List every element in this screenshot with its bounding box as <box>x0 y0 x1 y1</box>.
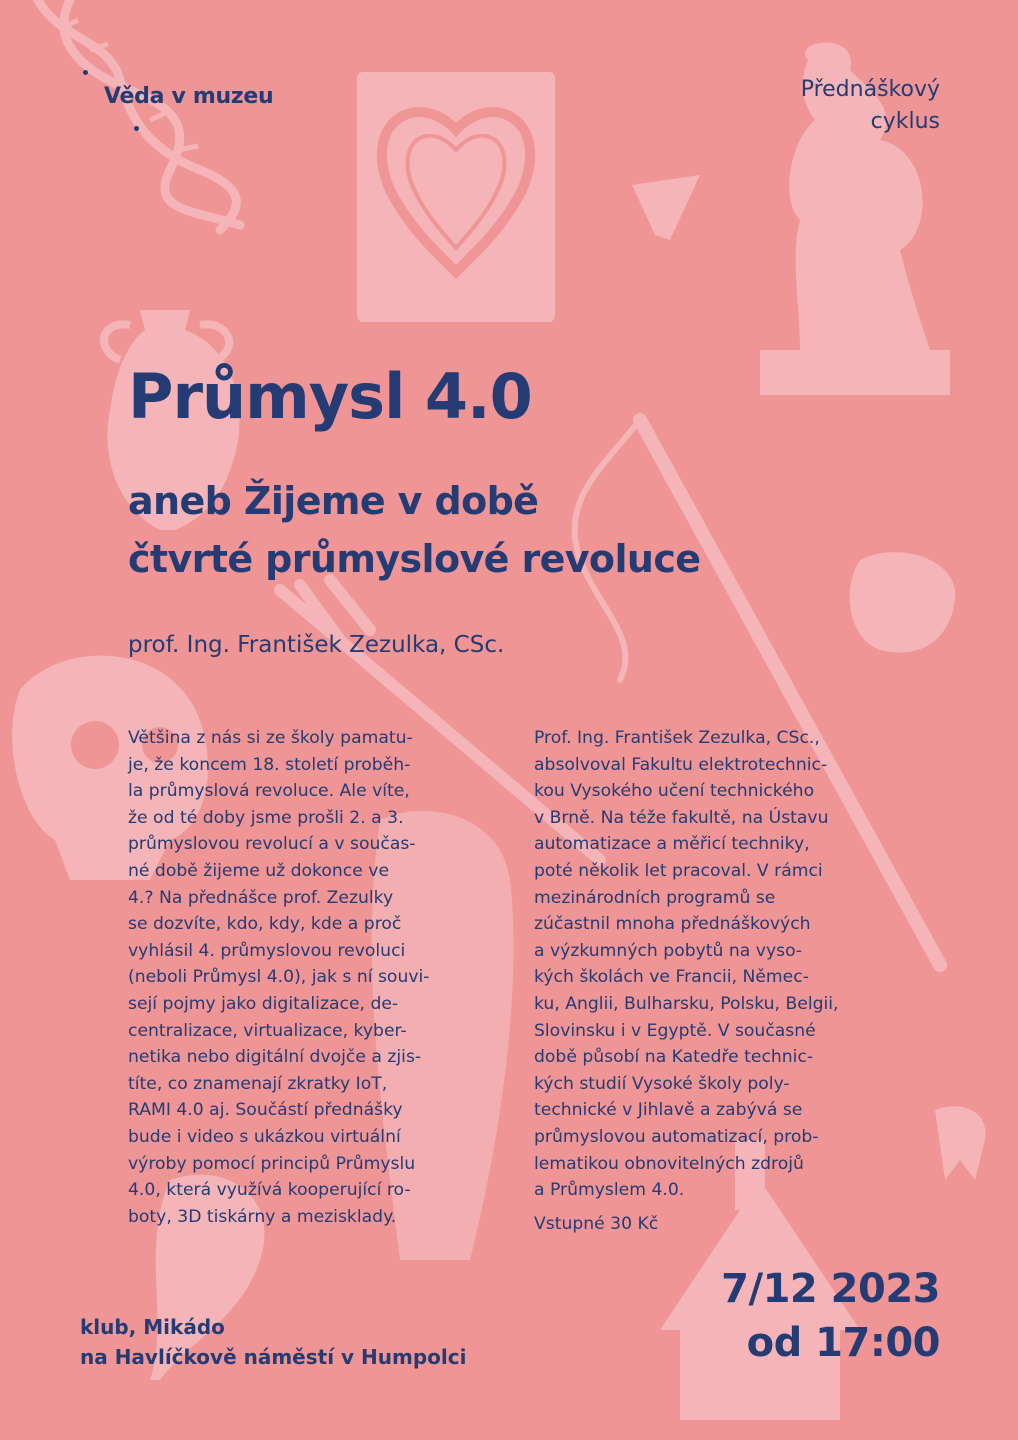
dna-helix-icon <box>38 0 240 230</box>
description-column: Většina z nás si ze školy pamatu- je, že koncem 18. století proběh- la průmyslová revoluce. Ale víte, že od té doby jsme prošli 2. a 3. průmyslovou revolucí a v součas- né době žijeme už dokonce ve 4.? Na přednášce prof. Zezulky se dozvíte, kdo, kdy, kde a proč vyhlásil 4. průmyslovou revoluci (neboli Průmysl 4.0), jak s ní souvi- sejí pojmy jako digitalizace, de- centralizace, virtualizace, kyber- netika nebo digitální dvojče a zjis- títe, co znamenají zkratky IoT, RAMI 4.0 aj. Součástí přednášky bude i video s ukázkou virtuální výroby pomocí principů Průmyslu 4.0, která využívá kooperující ro- boty, 3D tiskárny a mezisklady. <box>128 728 430 1227</box>
shard-icon <box>632 175 700 240</box>
series-label: Přednáškový cyklus <box>800 77 940 134</box>
admission-fee: Vstupné 30 Kč <box>534 1214 659 1234</box>
event-subtitle: aneb Žijeme v době čtvrté průmyslové revoluce <box>128 479 701 581</box>
heart-mould-icon <box>357 72 555 322</box>
event-title: Průmysl 4.0 <box>128 360 532 433</box>
venue-info: klub, Mikádo na Havlíčkově náměstí v Humpolci <box>80 1315 467 1369</box>
tooth-icon <box>935 1106 986 1180</box>
speaker-name: prof. Ing. František Zezulka, CSc. <box>128 632 505 658</box>
stone-icon <box>850 552 956 652</box>
brand-title: Věda v muzeu <box>104 84 274 109</box>
event-datetime: 7/12 2023 od 17:00 <box>721 1266 940 1366</box>
brand-dot-top <box>83 70 88 75</box>
speaker-bio-column: Prof. Ing. František Zezulka, CSc., absolvoval Fakultu elektrotechnic- kou Vysokého učení technického v Brně. Na téže fakultě, na Ústavu automatizace a měřicí techniky, poté několik let pracoval. V rámci mezinárodních programů se zúčastnil mnoha přednáškových a výzkumných pobytů na vyso- kých školách ve Francii, Němec- ku, Anglii, Bulharsku, Polsku, Belgii, Slovinsku i v Egyptě. V současné době působí na Katedře technic- kých studií Vysoké školy poly- technické v Jihlavě a zabývá se průmyslovou automatizací, prob- lematikou obnovitelných zdrojů a Průmyslem 4.0. <box>534 728 839 1201</box>
brand-dot-bottom <box>134 126 139 131</box>
